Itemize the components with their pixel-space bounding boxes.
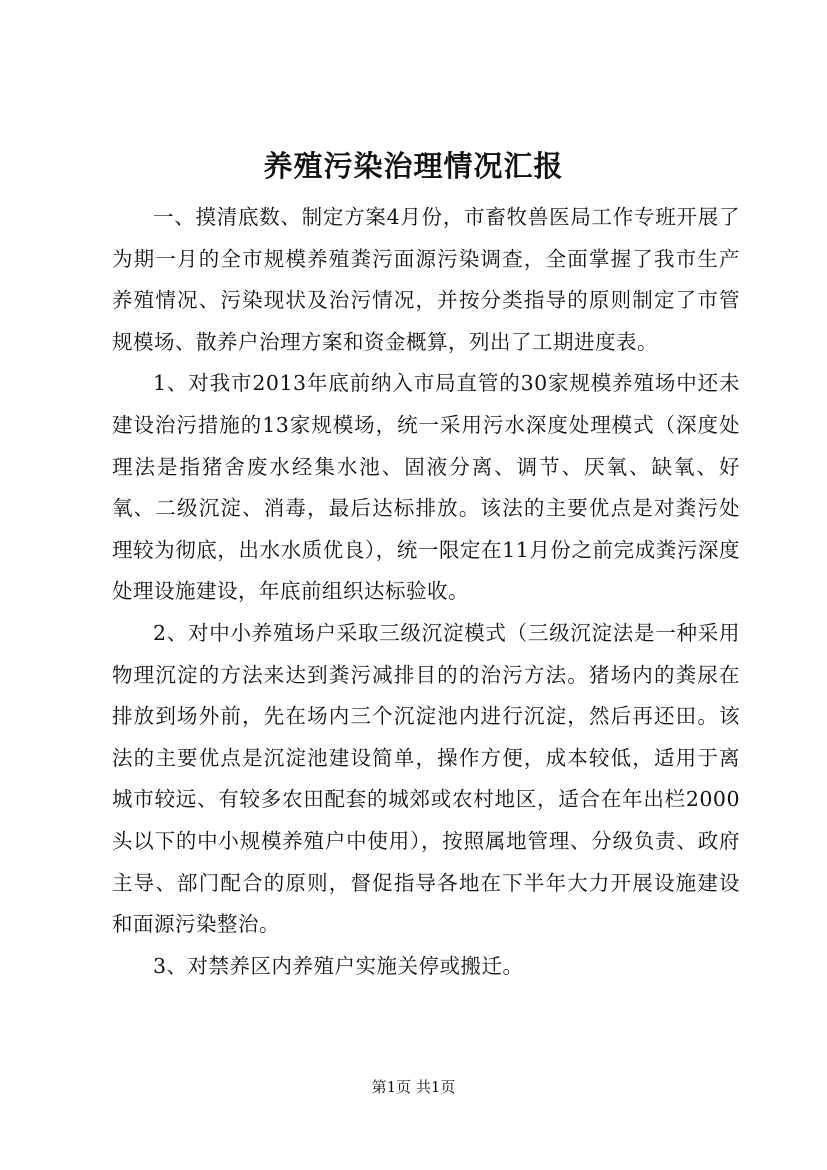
paragraph-overview: 一、摸清底数、制定方案4月份，市畜牧兽医局工作专班开展了为期一月的全市规模养殖粪污面源污染调查，全面掌握了我市生产养殖情况、污染现状及治污情况，并按分类指导的原则制定了市管规模场、散养户治理方案和资金概算，列出了工期进度表。 xyxy=(112,205,740,354)
page-footer: 第1页 共1页 xyxy=(371,1078,456,1096)
paragraph-item-3: 3、对禁养区内养殖户实施关停或搬迁。 xyxy=(153,953,524,978)
document-body xyxy=(112,197,740,987)
paragraph-item-2: 2、对中小养殖场户采取三级沉淀模式（三级沉淀法是一种采用物理沉淀的方法来达到粪污减排目的的治污方法。猪场内的粪尿在排放到场外前，先在场内三个沉淀池内进行沉淀，然后再还田。该法的主要优点是沉淀池建设简单，操作方便，成本较低，适用于离城市较远、有较多农田配套的城郊或农村地区，适合在年出栏2000头以下的中小规模养殖户中使用），按照属地管理、分级负责、政府主导、部门配合的原则，督促指导各地在下半年大力开展设施建设和面源污染整治。 xyxy=(112,620,740,937)
document-title: 养殖污染治理情况汇报 xyxy=(263,149,564,183)
paragraph-item-1: 1、对我市2013年底前纳入市局直管的30家规模养殖场中还未建设治污措施的13家规模场，统一采用污水深度处理模式（深度处理法是指猪舍废水经集水池、固液分离、调节、厌氧、缺氧、好氧、二级沉淀、消毒，最后达标排放。该法的主要优点是对粪污处理较为彻底，出水水质优良），统一限定在11月份之前完成粪污深度处理设施建设，年底前组织达标验收。 xyxy=(112,371,740,604)
